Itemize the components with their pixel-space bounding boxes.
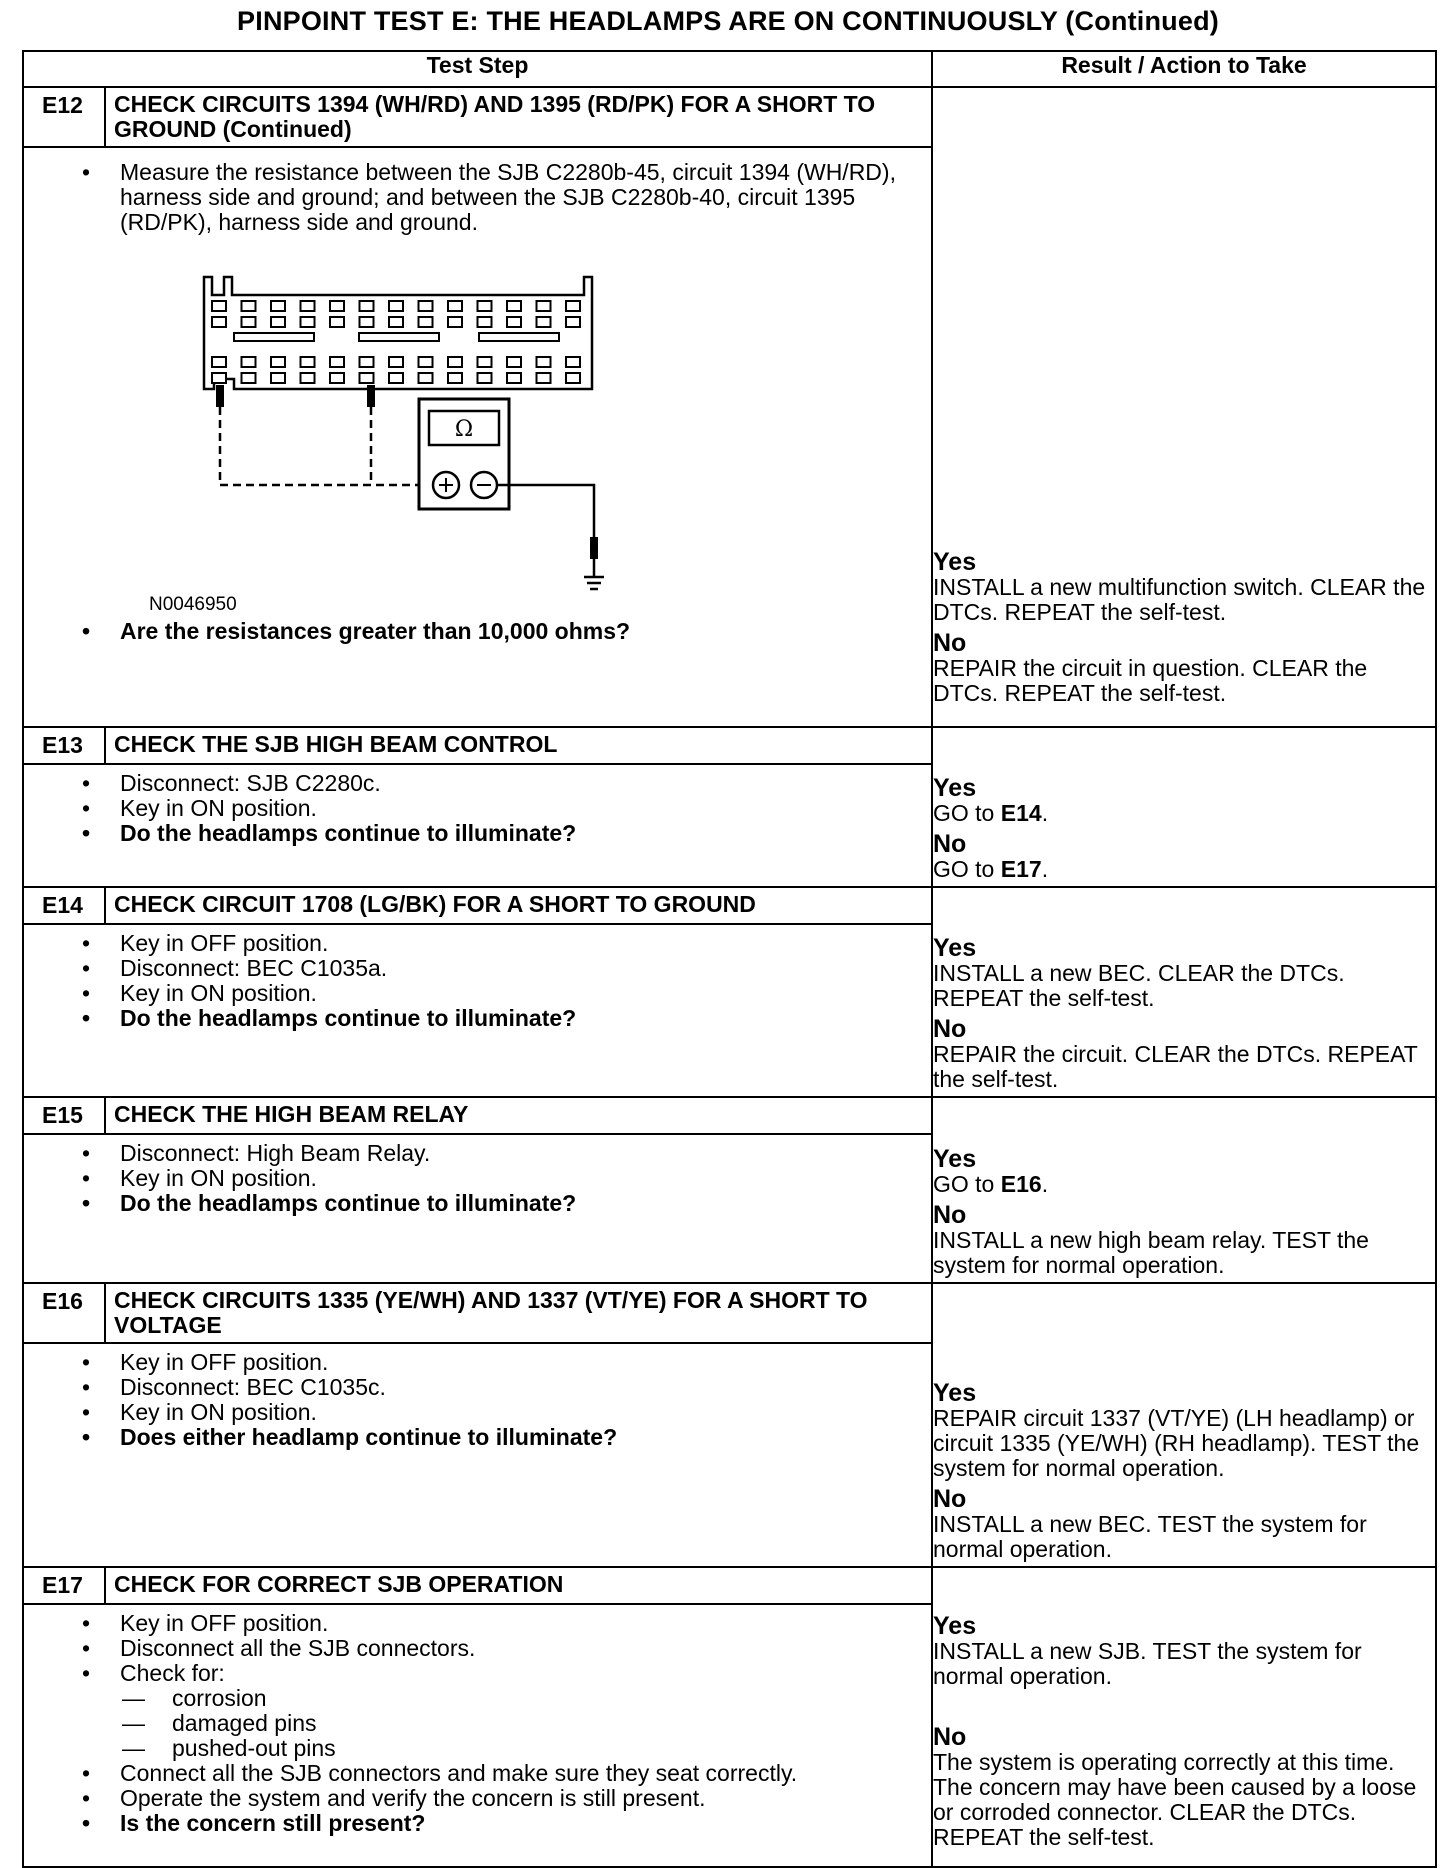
step-title: CHECK FOR CORRECT SJB OPERATION <box>114 1571 564 1597</box>
list-item: • Key in OFF position. <box>82 930 329 956</box>
list-item: • Disconnect all the SJB connectors. <box>82 1635 476 1661</box>
step-id: E17 <box>24 1568 106 1603</box>
pin-cavity <box>478 373 492 383</box>
question: • Do the headlamps continue to illuminate? <box>82 1005 577 1031</box>
yes-action: INSTALL a new BEC. CLEAR the DTCs. REPEAT the self-test. <box>933 960 1345 1011</box>
step-ref: E14 <box>1000 800 1042 826</box>
yes-label: Yes <box>933 934 977 962</box>
sub-item: — pushed-out pins <box>122 1735 336 1761</box>
pin-cavity <box>301 357 315 367</box>
result-e13 <box>932 727 1436 887</box>
step-ref: E16 <box>1000 1171 1042 1197</box>
pin-cavity <box>478 317 492 327</box>
pin-cavity <box>389 301 403 311</box>
pin-cavity <box>242 357 256 367</box>
pin-cavity <box>566 317 580 327</box>
pin-cavity <box>212 357 226 367</box>
table-header-row <box>23 51 1436 87</box>
list-item: • Key in OFF position. <box>82 1610 329 1636</box>
list-item: • Key in ON position. <box>82 980 317 1006</box>
pin-cavity <box>537 373 551 383</box>
ground-symbol <box>584 559 604 589</box>
no-label: No <box>933 629 967 657</box>
yes-action: REPAIR circuit 1337 (VT/YE) (LH headlamp) or circuit 1335 (YE/WH) (RH headlamp). TEST the system for normal operation. <box>933 1405 1420 1481</box>
no-label: No <box>933 1485 967 1513</box>
pin-cavity <box>507 301 521 311</box>
pin-cavity <box>360 373 374 383</box>
pin-cavity <box>419 317 433 327</box>
pin-cavity <box>419 301 433 311</box>
step-e15 <box>23 1097 932 1283</box>
yes-action: GO to E16. <box>933 1171 1049 1197</box>
step-title: CHECK THE HIGH BEAM RELAY <box>114 1101 469 1127</box>
pin-cavity <box>566 373 580 383</box>
step-title: CHECK CIRCUITS 1335 (YE/WH) AND 1337 (VT/YE) FOR A SHORT TO VOLTAGE <box>114 1287 868 1338</box>
list-item: • Disconnect: High Beam Relay. <box>82 1140 431 1166</box>
pin-cavity <box>242 373 256 383</box>
yes-label: Yes <box>933 1379 977 1407</box>
step-title: CHECK CIRCUITS 1394 (WH/RD) AND 1395 (RD/PK) FOR A SHORT TO GROUND (Continued) <box>114 91 876 142</box>
question: • Are the resistances greater than 10,000 ohms? <box>82 618 631 644</box>
step-title: CHECK CIRCUIT 1708 (LG/BK) FOR A SHORT TO GROUND <box>114 891 756 917</box>
pin-cavity <box>537 301 551 311</box>
list-item: • Key in ON position. <box>82 1399 317 1425</box>
pin-cavity <box>330 373 344 383</box>
yes-label: Yes <box>933 1612 977 1640</box>
no-action: REPAIR the circuit. CLEAR the DTCs. REPEAT the self-test. <box>933 1041 1418 1092</box>
question: • Is the concern still present? <box>82 1810 426 1836</box>
sub-item: — damaged pins <box>122 1710 317 1736</box>
pin-cavity <box>507 357 521 367</box>
pin-cavity <box>389 317 403 327</box>
step-e14 <box>23 887 932 1097</box>
yes-label: Yes <box>933 548 977 576</box>
pin-cavity <box>212 317 226 327</box>
no-action: GO to E17. <box>933 856 1049 882</box>
column-header-test-step: Test Step <box>23 51 932 87</box>
column-header-result: Result / Action to Take <box>932 51 1436 87</box>
pin-cavity <box>271 357 285 367</box>
no-label: No <box>933 1015 967 1043</box>
step-id: E13 <box>24 728 106 763</box>
pin-cavity <box>301 301 315 311</box>
table-row <box>23 1097 1436 1283</box>
table-row <box>23 87 1436 727</box>
no-label: No <box>933 1201 967 1229</box>
list-item: • Key in OFF position. <box>82 1349 329 1375</box>
list-item: • Disconnect: BEC C1035c. <box>82 1374 386 1400</box>
no-action: The system is operating correctly at this time. The concern may have been caused by a loose or corroded connector. CLEAR the DTCs. REPEAT the self-test. <box>933 1749 1417 1850</box>
pin-cavity <box>271 317 285 327</box>
list-item: • Operate the system and verify the concern is still present. <box>82 1785 706 1811</box>
yes-action: INSTALL a new multifunction switch. CLEAR the DTCs. REPEAT the self-test. <box>933 574 1426 625</box>
no-action: INSTALL a new high beam relay. TEST the system for normal operation. <box>933 1227 1369 1278</box>
step-id: E16 <box>24 1284 106 1342</box>
pin-cavity <box>537 357 551 367</box>
step-id: E12 <box>24 88 106 146</box>
result-e14 <box>932 887 1436 1097</box>
list-item: • Disconnect: BEC C1035a. <box>82 955 388 981</box>
yes-action: GO to E14. <box>933 800 1049 826</box>
pin-cavity <box>242 301 256 311</box>
pin-cavity <box>507 373 521 383</box>
step-id: E14 <box>24 888 106 923</box>
pin-cavity <box>478 301 492 311</box>
pinpoint-test-table <box>22 50 1437 1868</box>
pin-cavity <box>301 317 315 327</box>
pin-cavity <box>212 301 226 311</box>
pin-cavity <box>448 357 462 367</box>
question: • Does either headlamp continue to illuminate? <box>82 1424 618 1450</box>
step-id: E15 <box>24 1098 106 1133</box>
pin-cavity <box>478 357 492 367</box>
no-label: No <box>933 830 967 858</box>
no-label: No <box>933 1723 967 1751</box>
pin-cavity <box>330 357 344 367</box>
pin-cavity <box>448 317 462 327</box>
pin-cavity <box>242 317 256 327</box>
pin-cavity <box>271 373 285 383</box>
step-ref: E17 <box>1000 856 1042 882</box>
no-action: INSTALL a new BEC. TEST the system for normal operation. <box>933 1511 1367 1562</box>
step-e12 <box>23 87 932 727</box>
pin-cavity <box>389 357 403 367</box>
pin-cavity <box>566 301 580 311</box>
pin-cavity <box>389 373 403 383</box>
pin-cavity <box>360 301 374 311</box>
step-title: CHECK THE SJB HIGH BEAM CONTROL <box>114 731 558 757</box>
result-e12 <box>932 87 1436 727</box>
yes-label: Yes <box>933 1145 977 1173</box>
table-row <box>23 887 1436 1097</box>
list-item: • Key in ON position. <box>82 795 317 821</box>
sub-item: — corrosion <box>122 1685 267 1711</box>
question: • Do the headlamps continue to illuminate? <box>82 1190 577 1216</box>
list-item: • Disconnect: SJB C2280c. <box>82 770 381 796</box>
pin-cavity <box>507 317 521 327</box>
pin-cavity <box>419 373 433 383</box>
list-item: • Key in ON position. <box>82 1165 317 1191</box>
figure-id: N0046950 <box>149 594 237 615</box>
yes-action: INSTALL a new SJB. TEST the system for normal operation. <box>933 1638 1362 1689</box>
result-e17 <box>932 1567 1436 1867</box>
pin-cavity <box>566 357 580 367</box>
list-item: • Measure the resistance between the SJB C2280b-45, circuit 1394 (WH/RD), harness side and ground; and between the SJB C2280b-40, circuit 1395 (RD/PK), harness side and ground. <box>82 159 896 235</box>
probe-pin45 <box>216 385 224 407</box>
pin-cavity <box>419 357 433 367</box>
yes-label: Yes <box>933 774 977 802</box>
pin-cavity <box>271 301 285 311</box>
pin-cavity <box>212 373 226 383</box>
pin-cavity <box>537 317 551 327</box>
pin-cavity <box>330 301 344 311</box>
step-e16 <box>23 1283 932 1567</box>
pin-cavity <box>360 317 374 327</box>
result-e15 <box>932 1097 1436 1283</box>
pin-cavity <box>360 357 374 367</box>
pin-cavity <box>448 301 462 311</box>
table-row <box>23 1567 1436 1867</box>
list-item: • Check for: — corrosion — damaged pins — pushed-out pins <box>120 1661 921 1761</box>
step-e13 <box>23 727 932 887</box>
page-title: PINPOINT TEST E: THE HEADLAMPS ARE ON CONTINUOUSLY (Continued) <box>237 6 1219 36</box>
ohm-symbol: Ω <box>454 417 474 442</box>
result-e16 <box>932 1283 1436 1567</box>
table-row <box>23 727 1436 887</box>
ohmmeter-connector-figure <box>134 259 694 619</box>
pin-cavity <box>448 373 462 383</box>
table-row <box>23 1283 1436 1567</box>
connector-diagram <box>134 259 694 619</box>
no-action: REPAIR the circuit in question. CLEAR the DTCs. REPEAT the self-test. <box>933 655 1368 706</box>
step-e17 <box>23 1567 932 1867</box>
question: • Do the headlamps continue to illuminate? <box>82 820 577 846</box>
pin-cavity <box>301 373 315 383</box>
probe-pin40 <box>367 385 375 407</box>
pin-cavity <box>330 317 344 327</box>
list-item: • Connect all the SJB connectors and make sure they seat correctly. <box>82 1760 798 1786</box>
